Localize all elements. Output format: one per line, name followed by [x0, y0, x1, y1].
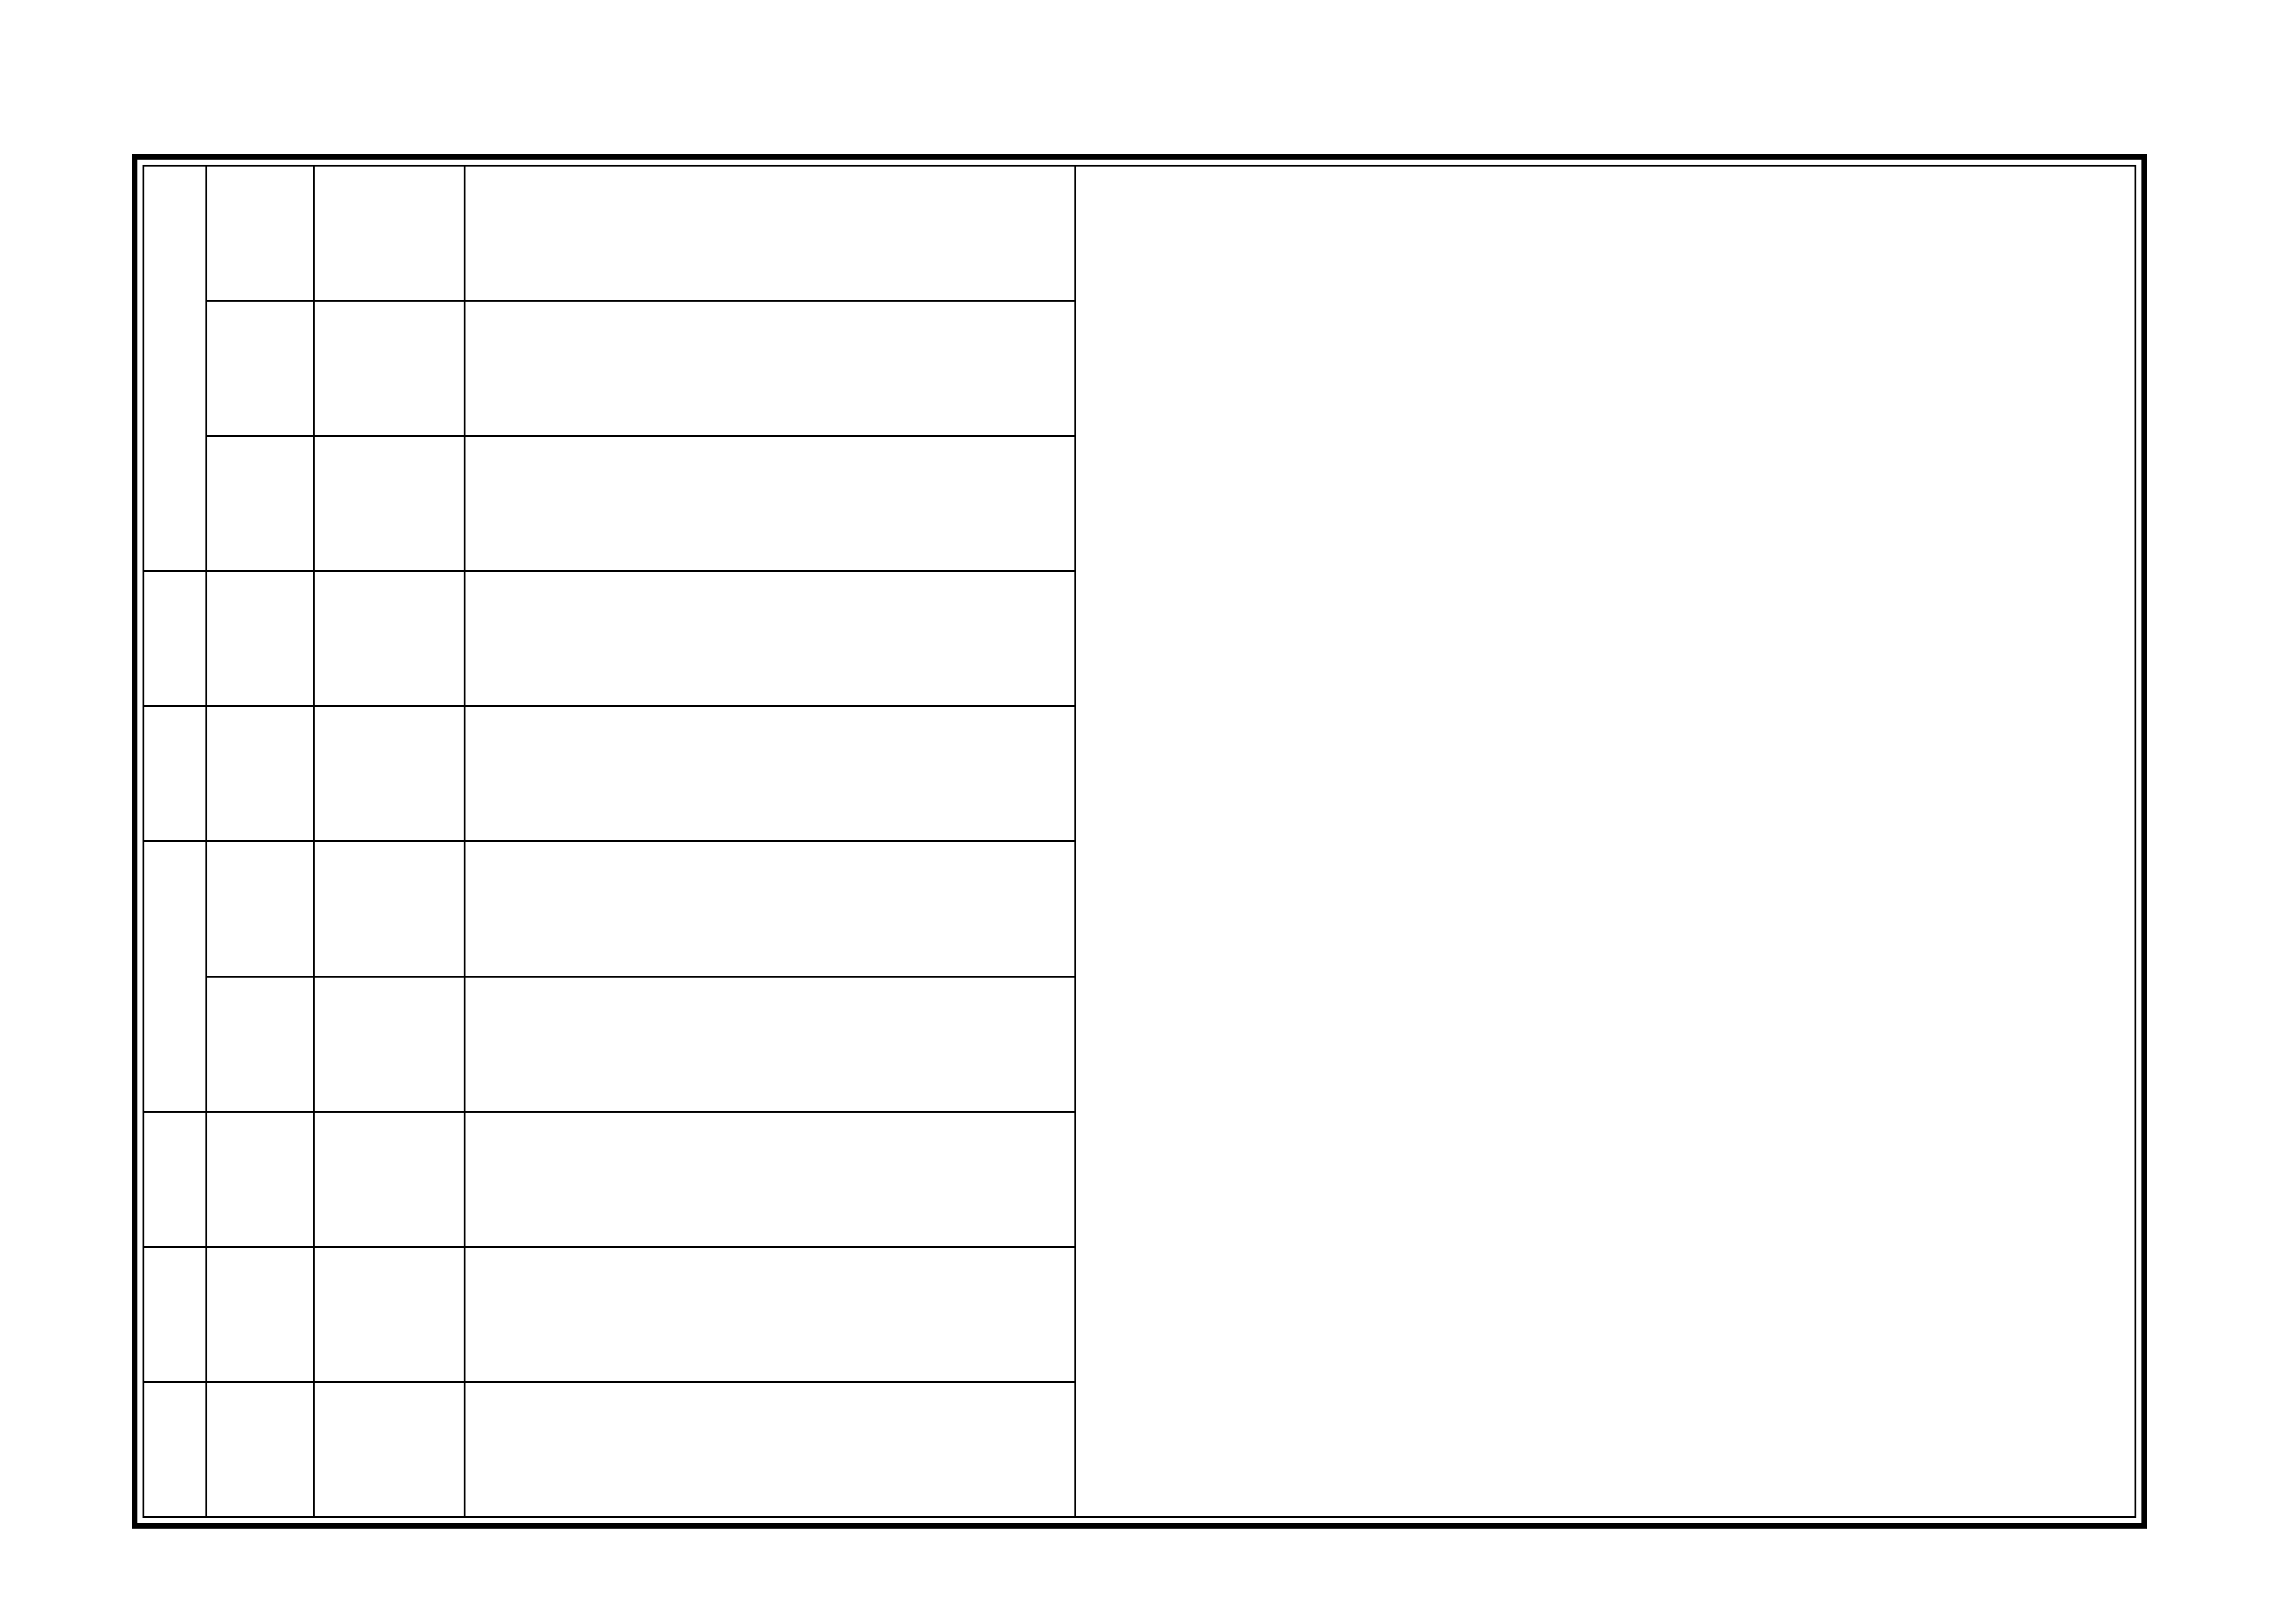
- table-row: [143, 571, 1075, 706]
- relation-cell: [206, 841, 314, 976]
- generation-cell: [143, 841, 206, 1111]
- generation-cell: [143, 571, 206, 706]
- name-cell: [314, 166, 465, 301]
- biography-cell: [465, 1247, 1075, 1382]
- table-row: [143, 1382, 1075, 1517]
- table-row: [143, 301, 1075, 436]
- name-cell: [314, 706, 465, 841]
- table-row: [143, 841, 1075, 976]
- biography-cell: [465, 1112, 1075, 1247]
- table-row: [143, 1247, 1075, 1382]
- biography-cell: [465, 1382, 1075, 1517]
- relation-cell: [206, 436, 314, 571]
- biography-cell: [465, 571, 1075, 706]
- relation-cell: [206, 1112, 314, 1247]
- biography-cell: [465, 166, 1075, 301]
- table-row: [143, 977, 1075, 1112]
- name-cell: [314, 436, 465, 571]
- name-cell: [314, 1382, 465, 1517]
- name-cell: [314, 301, 465, 436]
- relation-cell: [206, 1247, 314, 1382]
- biography-cell: [465, 977, 1075, 1112]
- name-cell: [314, 571, 465, 706]
- relation-cell: [206, 1382, 314, 1517]
- generation-cell: [143, 706, 206, 841]
- biography-cell: [465, 301, 1075, 436]
- name-cell: [314, 1112, 465, 1247]
- name-cell: [314, 977, 465, 1112]
- generation-cell: [143, 1112, 206, 1247]
- generation-cell: [143, 1247, 206, 1382]
- relation-cell: [206, 706, 314, 841]
- name-cell: [314, 841, 465, 976]
- relation-cell: [206, 301, 314, 436]
- relation-cell: [206, 166, 314, 301]
- table-row: [143, 706, 1075, 841]
- relation-cell: [206, 571, 314, 706]
- biography-cell: [465, 436, 1075, 571]
- table-row: [143, 1112, 1075, 1247]
- name-cell: [314, 1247, 465, 1382]
- biography-cell: [465, 841, 1075, 976]
- generation-cell: [143, 166, 206, 571]
- left-genealogy-table: [143, 165, 1076, 1518]
- table-row: [143, 436, 1075, 571]
- relation-cell: [206, 977, 314, 1112]
- generation-cell: [143, 1382, 206, 1517]
- biography-cell: [465, 706, 1075, 841]
- table-row: [143, 166, 1075, 301]
